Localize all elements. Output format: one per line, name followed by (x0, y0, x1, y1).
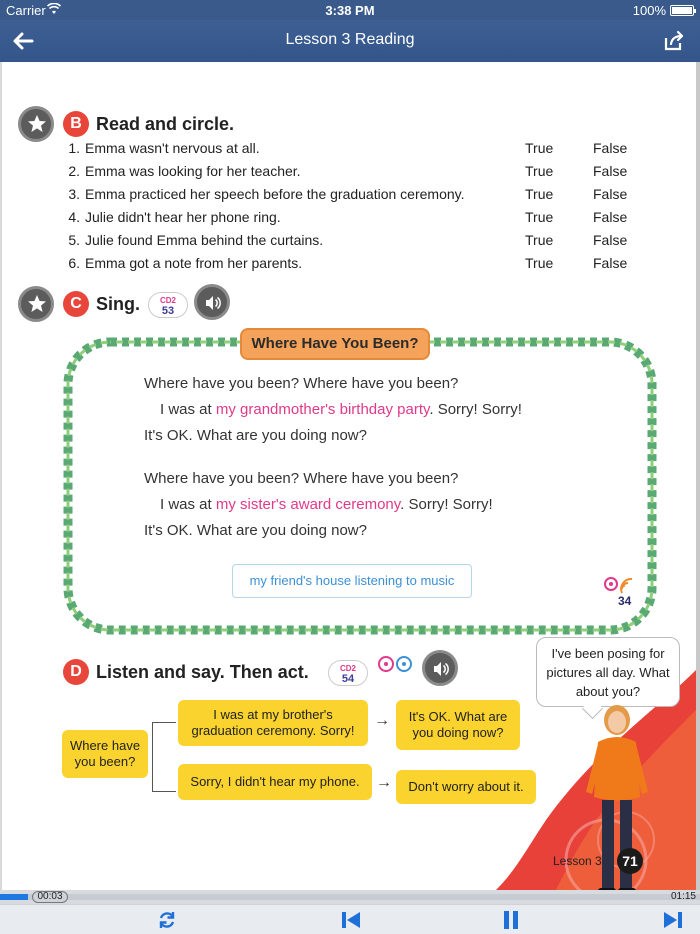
false-option[interactable]: False (593, 163, 628, 179)
branch-connector (152, 722, 176, 792)
lyric-line: It's OK. What are you doing now? (144, 427, 367, 444)
song-title: Where Have You Been? (240, 328, 430, 360)
word-box: my friend's house listening to music (232, 564, 472, 598)
question-number: 2. (68, 163, 80, 179)
status-bar (0, 0, 700, 20)
speaker-icon[interactable] (194, 284, 230, 320)
lyric-line: Where have you been? Where have you been? (144, 470, 459, 487)
carrier-label: Carrier (6, 3, 46, 18)
question-number: 3. (68, 186, 80, 202)
progress-track[interactable] (0, 894, 700, 900)
dvd-track-number: 34 (618, 594, 632, 608)
false-option[interactable]: False (593, 209, 628, 225)
cd-track-badge (148, 292, 188, 318)
section-b-title: Read and circle. (96, 114, 235, 134)
current-time: 00:03 (32, 891, 68, 903)
battery-icon (670, 5, 694, 16)
false-option[interactable]: False (593, 255, 628, 271)
question-text: Emma got a note from her parents. (85, 255, 303, 271)
section-d-badge: D (63, 659, 89, 685)
question-number: 5. (68, 232, 80, 248)
dialogue-reply-box: It's OK. What are you doing now? (396, 700, 520, 750)
false-option[interactable]: False (593, 186, 628, 202)
cd-track-badge (328, 660, 368, 686)
lyric-highlight: my grandmother's birthday party (215, 401, 430, 418)
question-row (60, 255, 660, 277)
dialogue-option-box: I was at my brother's graduation ceremony. Sorry! (178, 700, 368, 746)
clock: 3:38 PM (325, 3, 375, 18)
total-time: 01:15 (670, 891, 696, 902)
lyric-text: . Sorry! Sorry! (429, 401, 522, 418)
question-row (60, 163, 660, 185)
section-c-badge: C (63, 291, 89, 317)
lyric-line: Where have you been? Where have you been? (144, 375, 459, 392)
false-option[interactable]: False (593, 140, 628, 156)
dialogue-reply-box: Don't worry about it. (396, 770, 536, 804)
section-b-badge: B (63, 111, 89, 137)
cd-label: CD2 (339, 664, 356, 673)
share-icon[interactable] (662, 29, 686, 53)
question-text: Emma practiced her speech before the graduation ceremony. (85, 186, 465, 202)
true-option[interactable]: True (525, 163, 554, 179)
question-number: 4. (68, 209, 80, 225)
book-page (0, 62, 700, 890)
pause-icon[interactable] (500, 909, 522, 931)
dvd-icon (602, 574, 642, 594)
arrow-right-icon: → (374, 712, 390, 729)
cd-track: 53 (161, 305, 175, 317)
true-option[interactable]: True (525, 186, 554, 202)
skip-forward-icon[interactable] (662, 909, 684, 931)
question-row (60, 140, 660, 162)
star-icon (18, 106, 54, 142)
false-option[interactable]: False (593, 232, 628, 248)
true-option[interactable]: True (525, 140, 554, 156)
lyric-text: I was at (160, 496, 216, 513)
nav-bar (0, 20, 700, 62)
question-row (60, 232, 660, 254)
cd-track: 54 (341, 673, 355, 685)
section-d-title: Listen and say. Then act. (96, 662, 309, 682)
arrow-right-icon: → (376, 774, 392, 791)
section-c-title: Sing. (96, 294, 140, 314)
question-number: 1. (68, 140, 80, 156)
repeat-icon[interactable] (156, 909, 178, 931)
skip-back-icon[interactable] (340, 909, 362, 931)
playback-progress[interactable] (0, 890, 700, 904)
star-icon (18, 286, 54, 322)
speech-bubble: I've been posing for pictures all day. What about you? (536, 637, 680, 707)
lyric-line (160, 401, 522, 418)
speaker-icon[interactable] (422, 650, 458, 686)
lesson-label: Lesson 3 (553, 854, 602, 868)
dialogue-option-box: Sorry, I didn't hear my phone. (178, 764, 372, 800)
question-number: 6. (68, 255, 80, 271)
page-number: 71 (617, 848, 643, 874)
player-controls (0, 904, 700, 934)
lyric-text: . Sorry! Sorry! (400, 496, 493, 513)
dvd-track-badge (602, 574, 646, 612)
lyric-line: It's OK. What are you doing now? (144, 522, 367, 539)
lyric-highlight: my sister's award ceremony (215, 496, 401, 513)
question-text: Emma wasn't nervous at all. (85, 140, 260, 156)
question-text: Julie found Emma behind the curtains. (85, 232, 324, 248)
question-row (60, 209, 660, 231)
lyric-line (160, 496, 493, 513)
question-row (60, 186, 660, 208)
dialogue-start-box: Where have you been? (62, 730, 148, 778)
lyric-text: I was at (160, 401, 216, 418)
question-text: Emma was looking for her teacher. (85, 163, 301, 179)
true-option[interactable]: True (525, 255, 554, 271)
cd-label: CD2 (159, 296, 176, 305)
true-option[interactable]: True (525, 209, 554, 225)
question-text: Julie didn't hear her phone ring. (85, 209, 281, 225)
battery-percent: 100% (632, 3, 666, 18)
dvd-icon (376, 654, 416, 679)
progress-fill (0, 894, 28, 900)
page-title: Lesson 3 Reading (285, 31, 415, 48)
true-option[interactable]: True (525, 232, 554, 248)
